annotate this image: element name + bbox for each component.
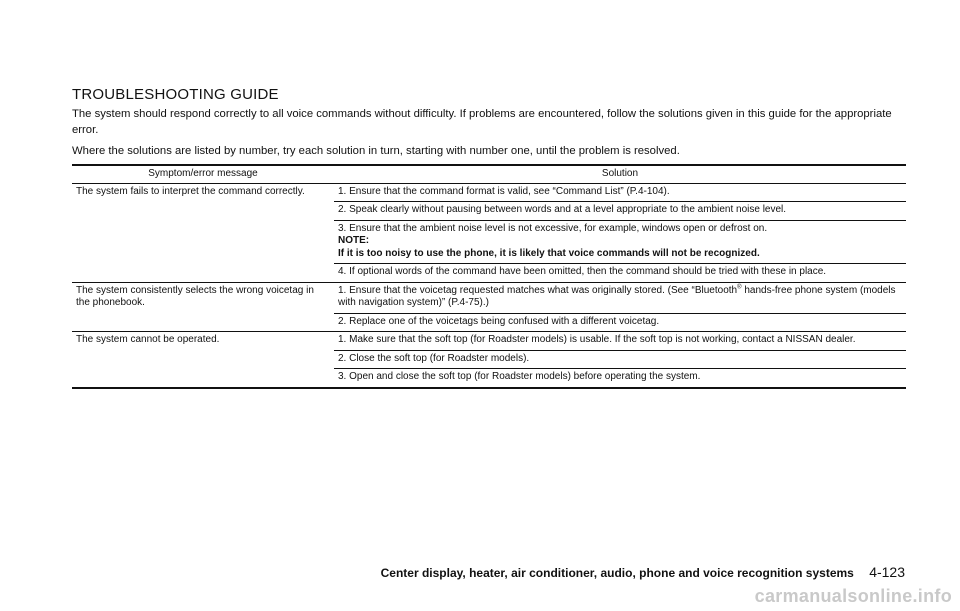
symptom-cell: The system cannot be operated. bbox=[72, 332, 334, 388]
solution-cell: 3. Open and close the soft top (for Roadster models) before operating the system. bbox=[334, 369, 906, 388]
solution-text-tail: hands-free phone system (models with navigation system)” (P.4-75).) bbox=[338, 284, 896, 308]
note-label: NOTE: bbox=[338, 235, 370, 246]
troubleshooting-table bbox=[72, 164, 906, 389]
solution-cell bbox=[334, 220, 906, 264]
header-solution: Solution bbox=[334, 165, 906, 183]
table-row bbox=[72, 282, 906, 313]
page-content bbox=[72, 86, 906, 389]
header-symptom: Symptom/error message bbox=[72, 165, 334, 183]
intro-paragraph: The system should respond correctly to all voice commands without difficulty. If problems are encountered, follow the solutions given in this guide for the appropriate error. bbox=[72, 108, 892, 136]
solution-cell: 1. Make sure that the soft top (for Roadster models) is usable. If the soft top is not working, contact a NISSAN dealer. bbox=[334, 332, 906, 351]
solution-cell bbox=[334, 282, 906, 313]
solution-cell: 2. Close the soft top (for Roadster models). bbox=[334, 350, 906, 369]
instruction-paragraph: Where the solutions are listed by number, try each solution in turn, starting with number one, until the problem is resolved. bbox=[72, 145, 680, 157]
table-row bbox=[72, 183, 906, 202]
solution-text: 3. Ensure that the ambient noise level is not excessive, for example, windows open or defrost on. bbox=[338, 222, 768, 234]
symptom-cell: The system consistently selects the wrong voicetag in the phonebook. bbox=[72, 282, 334, 332]
chapter-title: Center display, heater, air conditioner, audio, phone and voice recognition systems bbox=[380, 566, 854, 580]
solution-cell: 4. If optional words of the command have been omitted, then the command should be tried with these in place. bbox=[334, 264, 906, 283]
solution-text: 1. Ensure that the voicetag requested matches what was originally stored. (See “Bluetooth bbox=[338, 284, 738, 296]
symptom-cell: The system fails to interpret the command correctly. bbox=[72, 183, 334, 282]
page-footer bbox=[381, 564, 905, 580]
section-title: TROUBLESHOOTING GUIDE bbox=[72, 86, 279, 103]
solution-cell: 2. Speak clearly without pausing between words and at a level appropriate to the ambient noise level. bbox=[334, 202, 906, 221]
table-header-row bbox=[72, 165, 906, 183]
page-number: 4-123 bbox=[869, 564, 905, 580]
solution-cell: 1. Ensure that the command format is valid, see “Command List” (P.4-104). bbox=[334, 183, 906, 202]
note-text: If it is too noisy to use the phone, it is likely that voice commands will not be recognized. bbox=[338, 247, 760, 259]
watermark: carmanualsonline.info bbox=[754, 586, 952, 606]
registered-mark: ® bbox=[737, 284, 742, 291]
table-row bbox=[72, 332, 906, 351]
solution-cell: 2. Replace one of the voicetags being confused with a different voicetag. bbox=[334, 313, 906, 332]
